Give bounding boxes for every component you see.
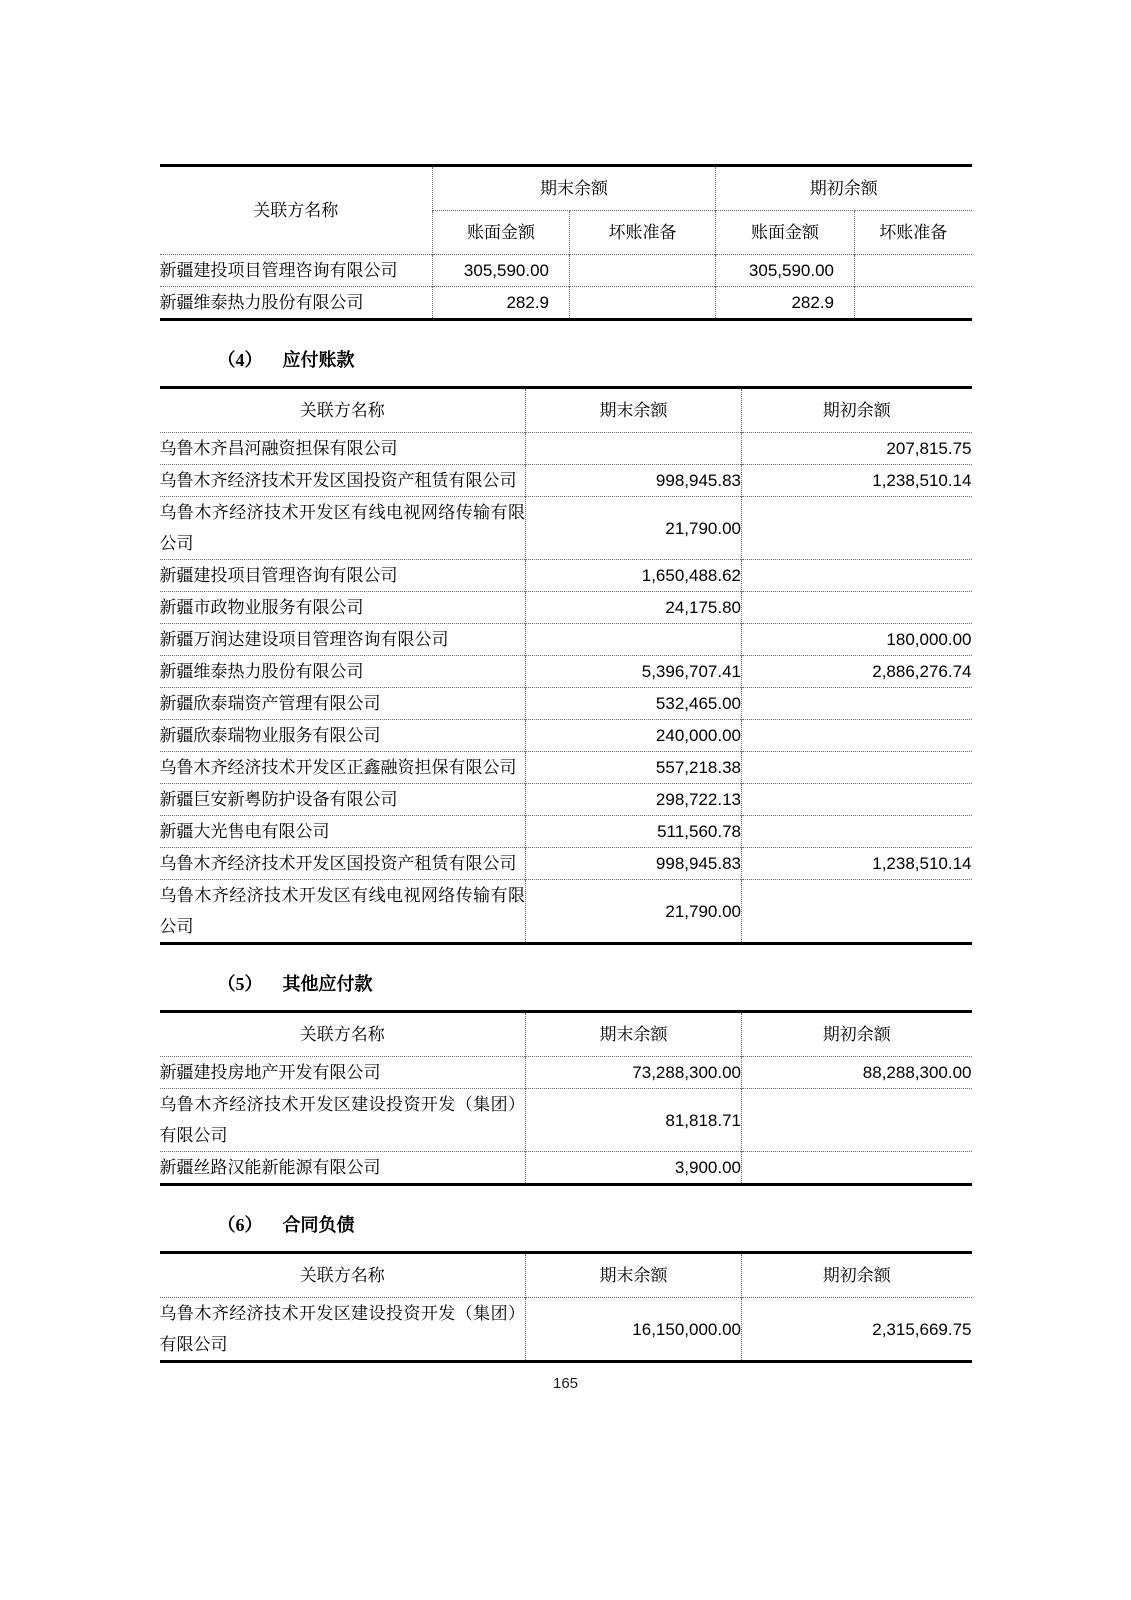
section-heading-contract-liabilities (218, 1212, 972, 1238)
amount-cell (742, 497, 972, 560)
table-row (160, 1298, 972, 1362)
amount-cell (742, 816, 972, 848)
table-row (160, 656, 972, 688)
table-row (160, 433, 972, 465)
amount-cell: 73,288,300.00 (526, 1057, 742, 1089)
table-row (160, 465, 972, 497)
column-header-ending-balance: 期末余额 (526, 1253, 742, 1298)
section-number: （6） (217, 1215, 263, 1235)
amount-cell: 5,396,707.41 (526, 656, 742, 688)
column-header-related-party-name: 关联方名称 (253, 201, 339, 220)
company-name-cell: 乌鲁木齐经济技术开发区有线电视网络传输有限公司 (160, 497, 526, 560)
company-name-cell: 乌鲁木齐昌河融资担保有限公司 (160, 433, 526, 465)
amount-cell (855, 287, 972, 320)
amount-cell (570, 287, 716, 320)
table-row (160, 688, 972, 720)
amount-cell: 998,945.83 (526, 848, 742, 880)
section-heading-accounts-payable (218, 347, 972, 373)
table-row (160, 816, 972, 848)
amount-cell (742, 784, 972, 816)
amount-cell (742, 880, 972, 944)
company-name-cell: 乌鲁木齐经济技术开发区国投资产租赁有限公司 (160, 848, 526, 880)
amount-cell: 1,238,510.14 (742, 848, 972, 880)
amount-cell: 16,150,000.00 (526, 1298, 742, 1362)
group-header-beginning-balance: 期初余额 (716, 166, 972, 211)
company-name-cell: 新疆维泰热力股份有限公司 (160, 287, 433, 320)
company-name-cell: 新疆丝路汉能新能源有限公司 (160, 1152, 526, 1185)
amount-cell (742, 752, 972, 784)
amount-cell: 88,288,300.00 (742, 1057, 972, 1089)
company-name-cell: 新疆巨安新粤防护设备有限公司 (160, 784, 526, 816)
table-row (160, 1089, 972, 1152)
table-row (160, 784, 972, 816)
table-row (160, 1057, 972, 1089)
table-row (160, 287, 972, 320)
section-title: 合同负债 (282, 1215, 355, 1235)
group-header-ending-balance: 期末余额 (433, 166, 716, 211)
amount-cell (742, 592, 972, 624)
contract-liabilities-table (160, 1251, 972, 1363)
table-row (160, 624, 972, 656)
amount-cell: 1,650,488.62 (526, 560, 742, 592)
other-payables-table (160, 1010, 972, 1186)
section-number: （4） (217, 350, 263, 370)
amount-cell (855, 255, 972, 287)
column-header-ending-balance: 期末余额 (526, 1012, 742, 1057)
amount-cell: 21,790.00 (526, 880, 742, 944)
amount-cell (742, 1152, 972, 1185)
company-name-cell: 乌鲁木齐经济技术开发区国投资产租赁有限公司 (160, 465, 526, 497)
company-name-cell: 新疆大光售电有限公司 (160, 816, 526, 848)
column-header-related-party-name: 关联方名称 (299, 1266, 385, 1285)
amount-cell: 557,218.38 (526, 752, 742, 784)
amount-cell: 81,818.71 (526, 1089, 742, 1152)
amount-cell: 305,590.00 (716, 255, 855, 287)
section-title: 应付账款 (282, 350, 355, 370)
table-row (160, 1152, 972, 1185)
table-row (160, 255, 972, 287)
company-name-cell: 新疆万润达建设项目管理咨询有限公司 (160, 624, 526, 656)
amount-cell: 180,000.00 (742, 624, 972, 656)
column-header-beginning-balance: 期初余额 (742, 1012, 972, 1057)
amount-cell: 282.9 (433, 287, 570, 320)
column-header-related-party-name: 关联方名称 (299, 1025, 385, 1044)
amount-cell: 3,900.00 (526, 1152, 742, 1185)
amount-cell (570, 255, 716, 287)
related-party-balance-table (160, 164, 972, 321)
sub-header-bad-debt-provision: 坏账准备 (855, 211, 972, 255)
company-name-cell: 乌鲁木齐经济技术开发区正鑫融资担保有限公司 (160, 752, 526, 784)
column-header-beginning-balance: 期初余额 (742, 388, 972, 433)
table-row (160, 880, 972, 944)
company-name-cell: 乌鲁木齐经济技术开发区建设投资开发（集团）有限公司 (160, 1298, 526, 1362)
company-name-cell: 乌鲁木齐经济技术开发区建设投资开发（集团）有限公司 (160, 1089, 526, 1152)
amount-cell: 207,815.75 (742, 433, 972, 465)
company-name-cell: 新疆维泰热力股份有限公司 (160, 656, 526, 688)
section-number: （5） (217, 974, 263, 994)
amount-cell: 298,722.13 (526, 784, 742, 816)
sub-header-book-amount: 账面金额 (433, 211, 570, 255)
company-name-cell: 新疆建投项目管理咨询有限公司 (160, 255, 433, 287)
company-name-cell: 新疆建投项目管理咨询有限公司 (160, 560, 526, 592)
amount-cell: 2,886,276.74 (742, 656, 972, 688)
sub-header-book-amount: 账面金额 (716, 211, 855, 255)
amount-cell (742, 560, 972, 592)
page-number: 165 (552, 1375, 579, 1392)
table-row (160, 752, 972, 784)
amount-cell (742, 688, 972, 720)
amount-cell: 21,790.00 (526, 497, 742, 560)
amount-cell: 511,560.78 (526, 816, 742, 848)
company-name-cell: 新疆欣泰瑞资产管理有限公司 (160, 688, 526, 720)
sub-header-bad-debt-provision: 坏账准备 (570, 211, 716, 255)
company-name-cell: 新疆市政物业服务有限公司 (160, 592, 526, 624)
table-row (160, 592, 972, 624)
table-row (160, 560, 972, 592)
table-row (160, 497, 972, 560)
section-heading-other-payables (218, 971, 972, 997)
amount-cell: 305,590.00 (433, 255, 570, 287)
amount-cell (526, 624, 742, 656)
amount-cell (742, 720, 972, 752)
report-content (160, 0, 972, 1392)
amount-cell: 24,175.80 (526, 592, 742, 624)
amount-cell: 240,000.00 (526, 720, 742, 752)
amount-cell: 532,465.00 (526, 688, 742, 720)
column-header-beginning-balance: 期初余额 (742, 1253, 972, 1298)
amount-cell: 1,238,510.14 (742, 465, 972, 497)
amount-cell: 282.9 (716, 287, 855, 320)
column-header-related-party-name: 关联方名称 (299, 401, 385, 420)
company-name-cell: 新疆欣泰瑞物业服务有限公司 (160, 720, 526, 752)
amount-cell (526, 433, 742, 465)
company-name-cell: 乌鲁木齐经济技术开发区有线电视网络传输有限公司 (160, 880, 526, 944)
company-name-cell: 新疆建投房地产开发有限公司 (160, 1057, 526, 1089)
amount-cell (742, 1089, 972, 1152)
column-header-ending-balance: 期末余额 (526, 388, 742, 433)
table-row (160, 848, 972, 880)
amount-cell: 2,315,669.75 (742, 1298, 972, 1362)
amount-cell: 998,945.83 (526, 465, 742, 497)
table-row (160, 720, 972, 752)
accounts-payable-table (160, 386, 972, 945)
section-title: 其他应付款 (282, 974, 373, 994)
